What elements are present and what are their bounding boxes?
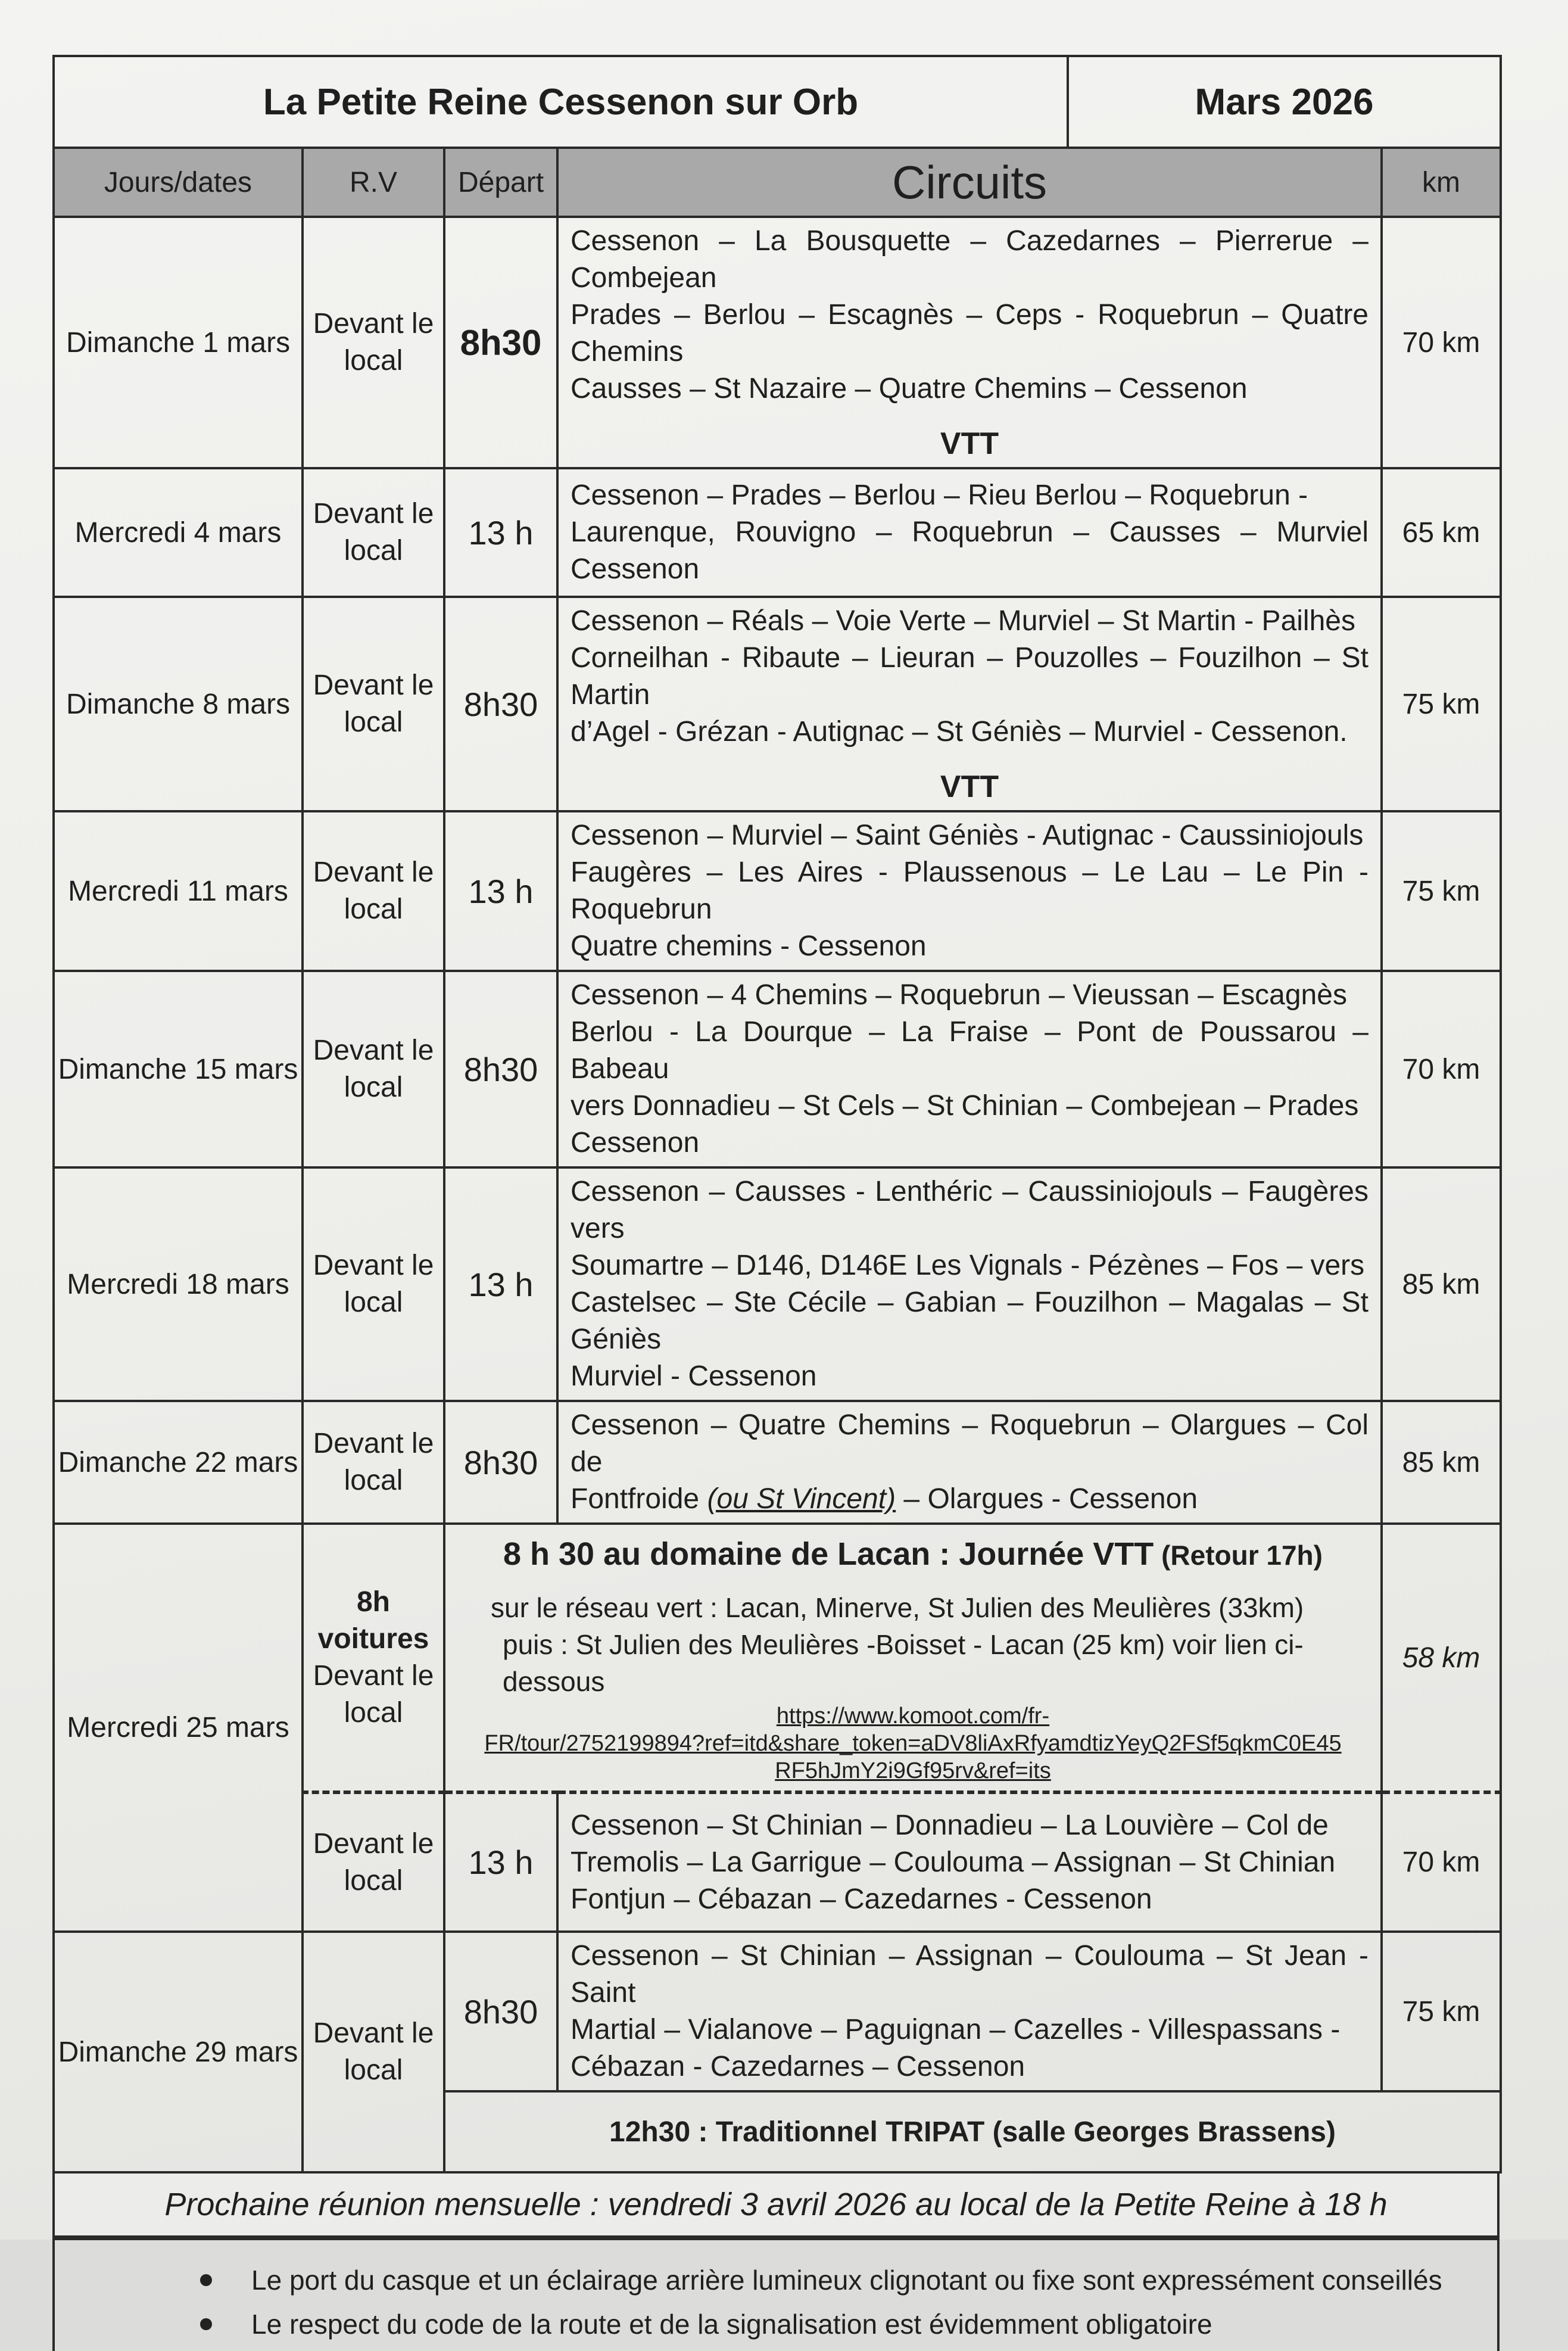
route-line: Prades – Berlou – Escagnès – Ceps - Roquebrun – Quatre Chemins [571,299,1369,368]
km-cell: 75 km [1382,811,1501,971]
rv-line: Devant le [313,308,434,340]
km-cell: 70 km [1382,1792,1501,1932]
route-line: d’Agel - Grézan - Autignac – St Géniès – Murviel - Cessenon. [571,716,1348,748]
vtt-tag: VTT [940,426,999,461]
safety-notes [52,2238,1500,2351]
route-line: Cessenon – Murviel – Saint Géniès - Autignac - Caussiniojouls [571,820,1364,851]
route-line: vers Donnadieu – St Cels – St Chinian – Combejean – Prades [571,1090,1359,1122]
header-row [54,148,1501,217]
tripat-event: 12h30 : Traditionnel TRIPAT (salle Georges Brassens) [444,2091,1501,2172]
col-circuits: Circuits [557,148,1382,217]
lacan-info-cell [444,1524,1382,1792]
route-line: Cessenon [571,1127,700,1159]
rv-cell [303,1932,444,2172]
vtt-tag: VTT [940,770,999,804]
list-item [55,2302,1497,2346]
day-cell: Dimanche 8 mars [54,597,303,811]
schedule-table [52,147,1502,2173]
route-text: Fontfroide [571,1483,707,1515]
day-cell: Dimanche 1 mars [54,217,303,468]
route-line: Cessenon – St Chinian – Assignan – Coulouma – St Jean - Saint [571,1940,1369,2009]
col-rv: R.V [303,148,444,217]
route-line: Castelsec – Ste Cécile – Gabian – Fouzilhon – Magalas – St Géniès [571,1287,1369,1355]
rv-cell [303,1792,444,1932]
rv-cell [303,468,444,597]
day-cell: Mercredi 4 mars [54,468,303,597]
rv-line: Devant le [313,1660,434,1692]
table-row [54,1401,1501,1524]
km-cell: 75 km [1382,1932,1501,2091]
route-line: Cessenon – 4 Chemins – Roquebrun – Vieussan – Escagnès [571,979,1347,1011]
rv-cell [303,217,444,468]
link-line[interactable]: RF5hJmY2i9Gf95rv&ref=its [775,1758,1051,1783]
rv-line: local [344,706,403,738]
route-line: Soumartre – D146, D146E Les Vignals - Pézènes – Fos – vers [571,1250,1365,1281]
km-cell: 85 km [1382,1401,1501,1524]
rv-cell [303,1524,444,1792]
table-row [54,1932,1501,2091]
table-row-lacan [54,1524,1501,1792]
route-cell [557,971,1382,1167]
route-cell [557,811,1382,971]
day-cell: Dimanche 15 mars [54,971,303,1167]
depart-cell: 8h30 [444,1401,557,1524]
depart-cell: 13 h [444,468,557,597]
route-line: Murviel - Cessenon [571,1360,817,1392]
bullet-text: Le respect du code de la route et de la signalisation est évidemment obligatoire [251,2309,1212,2340]
depart-cell: 13 h [444,1792,557,1932]
route-line: Cébazan - Cazedarnes – Cessenon [571,2051,1025,2082]
rv-cell [303,1401,444,1524]
rv-cell [303,1167,444,1401]
bullet-icon [200,2318,212,2330]
rv-line: Devant le [313,857,434,888]
table-row [54,971,1501,1167]
route-line: Cessenon – St Chinian – Donnadieu – La Louvière – Col de [571,1809,1329,1841]
route-cell [557,1167,1382,1401]
rv-line: voitures [317,1623,429,1655]
link-line[interactable]: FR/tour/2752199894?ref=itd&share_token=aDV8liAxRfyamdtizYeyQ2FSf5qkmC0E45 [484,1731,1342,1756]
rv-line: Devant le [313,498,434,530]
route-cell [557,217,1382,468]
route-cell [557,1932,1382,2091]
list-item [55,2258,1497,2302]
route-line: Tremolis – La Garrigue – Coulouma – Assignan – St Chinian [571,1846,1336,1878]
rv-line: Devant le [313,1250,434,1281]
bullet-icon [200,2274,212,2286]
depart-cell: 8h30 [444,217,557,468]
route-cell [557,1792,1382,1932]
lacan-line: sur le réseau vert : Lacan, Minerve, St Julien des Meulières (33km) [491,1592,1304,1623]
km-cell: 65 km [1382,468,1501,597]
link-line[interactable]: https://www.komoot.com/fr- [776,1704,1050,1729]
route-text: – Olargues - Cessenon [896,1483,1198,1515]
rv-line: local [344,2054,403,2086]
col-km: km [1382,148,1501,217]
depart-cell: 13 h [444,1167,557,1401]
rv-line: Devant le [313,2017,434,2049]
route-line: Causses – St Nazaire – Quatre Chemins – Cessenon [571,373,1248,404]
km-cell: 75 km [1382,597,1501,811]
lacan-return-time: (Retour 17h) [1154,1540,1323,1571]
lacan-heading [455,1536,1371,1572]
table-row [54,597,1501,811]
route-line: Quatre chemins - Cessenon [571,930,927,962]
km-cell: 70 km [1382,971,1501,1167]
rv-line: local [344,1287,403,1318]
col-depart: Départ [444,148,557,217]
route-line: Berlou - La Dourque – La Fraise – Pont de Poussarou – Babeau [571,1016,1369,1085]
next-meeting: Prochaine réunion mensuelle : vendredi 3 avril 2026 au local de la Petite Reine à 18 h [52,2173,1500,2238]
route-line: Faugères – Les Aires - Plaussenous – Le Lau – Le Pin - Roquebrun [571,857,1369,925]
rv-line: local [344,1864,403,1897]
route-line: Martial – Vialanove – Paguignan – Cazelles - Villespassans - [571,2014,1341,2045]
bullet-text: Le port du casque et un éclairage arrière lumineux clignotant ou fixe sont expressément conseillés [251,2265,1442,2296]
table-row [54,1167,1501,1401]
title-table [52,55,1502,149]
schedule-document [52,55,1500,2351]
route-cell [557,1401,1382,1524]
depart-cell: 8h30 [444,1932,557,2091]
rv-line: Devant le [313,1827,434,1860]
lacan-heading-text: 8 h 30 au domaine de Lacan : Journée VTT [503,1536,1154,1572]
rv-line: Devant le [313,670,434,701]
rv-line: Devant le [313,1428,434,1459]
km-cell: 70 km [1382,217,1501,468]
rv-cell [303,971,444,1167]
route-line: Laurenque, Rouvigno – Roquebrun – Causses – Murviel Cessenon [571,516,1369,585]
rv-cell [303,597,444,811]
route-line: Cessenon – Quatre Chemins – Roquebrun – Olargues – Col de [571,1409,1369,1478]
route-variant: (ou St Vincent) [707,1483,896,1515]
rv-line: local [344,1465,403,1496]
day-cell: Dimanche 22 mars [54,1401,303,1524]
route-line: Cessenon – Causses - Lenthéric – Caussiniojouls – Faugères vers [571,1176,1369,1244]
day-cell: Mercredi 25 mars [54,1524,303,1932]
rv-line: 8h [356,1586,390,1618]
table-row [54,217,1501,468]
route-line: Cessenon – La Bousquette – Cazedarnes – Pierrerue – Combejean [571,225,1369,294]
route-line: Cessenon – Prades – Berlou – Rieu Berlou – Roquebrun - [571,479,1308,511]
day-cell: Mercredi 11 mars [54,811,303,971]
table-row [54,811,1501,971]
rv-line: local [344,1697,403,1729]
rv-line: local [344,535,403,566]
route-line [571,1481,1369,1518]
rv-line: Devant le [313,1035,434,1066]
komoot-link[interactable] [455,1702,1371,1785]
lacan-line: puis : St Julien des Meulières -Boisset - Lacan (25 km) voir lien ci-dessous [503,1629,1304,1697]
depart-cell: 8h30 [444,597,557,811]
rv-line: local [344,1072,403,1103]
route-cell [557,468,1382,597]
rv-line: local [344,893,403,925]
day-cell: Dimanche 29 mars [54,1932,303,2172]
rv-line: local [344,345,403,376]
month-title: Mars 2026 [1068,56,1501,148]
rv-cell [303,811,444,971]
km-cell: 85 km [1382,1167,1501,1401]
depart-cell: 8h30 [444,971,557,1167]
route-line: Cessenon – Réals – Voie Verte – Murviel – St Martin - Pailhès [571,605,1355,637]
day-cell: Mercredi 18 mars [54,1167,303,1401]
col-days: Jours/dates [54,148,303,217]
route-cell [557,597,1382,811]
route-line: Corneilhan - Ribaute – Lieuran – Pouzolles – Fouzilhon – St Martin [571,642,1369,711]
table-row [54,468,1501,597]
route-line: Fontjun – Cébazan – Cazedarnes - Cessenon [571,1883,1152,1915]
depart-cell: 13 h [444,811,557,971]
club-name: La Petite Reine Cessenon sur Orb [54,56,1068,148]
km-cell: 58 km [1382,1524,1501,1792]
